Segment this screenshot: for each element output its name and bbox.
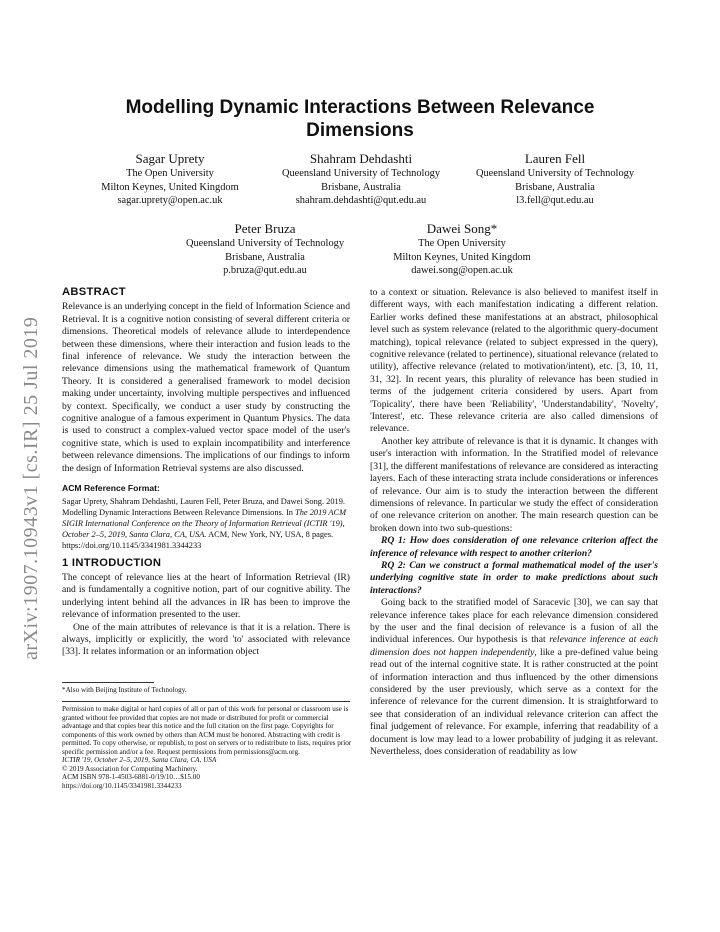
author-email[interactable]: sagar.uprety@open.ac.uk	[117, 195, 223, 206]
acm-reference-venue: The 2019 ACM SIGIR International Conference on the Theory of Information Retrieval (ICTIR '19), October 2–5, 2019, Santa Clara, CA, USA.	[62, 507, 347, 539]
author-affiliation: The Open University	[126, 168, 214, 179]
author-affiliation: The Open University	[418, 238, 506, 249]
body-paragraph	[370, 597, 658, 758]
author-affiliation: Queensland University of Technology	[185, 238, 345, 249]
permission-notice	[62, 705, 352, 790]
abstract-heading: ABSTRACT	[62, 286, 126, 298]
acm-reference-tail: ACM, New York, NY, USA, 8 pages. https://doi.org/10.1145/3341981.3344233	[62, 529, 334, 550]
research-question-2	[370, 560, 658, 597]
hypothesis-lead: Going back to the stratified model of Saracevic [30], we can say that relevance inference takes place for each relevance dimension considered by the user and the final decision of relevance is a fusion of all the individual inferences. Our hypothesis is that	[370, 597, 658, 646]
doi-link[interactable]: https://doi.org/10.1145/3341981.3344233	[62, 781, 182, 790]
hypothesis-tail: , like a pre-defined value being read out of the internal cognitive state. It is rather constructed at the point of information interaction and thus influenced by the other dimensions considered by the user previously, which serve as a context for the inference of relevance for the current dimension. It is straightforward to see that consideration of an individual relevance criterion can affect the final judgement of relevance. For example, inferring that readability of a document is low may lead to a lower probability of judging it as relevant. Nevertheless, does consideration of readability as low	[370, 646, 658, 758]
author-block	[172, 220, 358, 278]
author-name: Lauren Fell	[524, 151, 586, 166]
author-location: Brisbane, Australia	[515, 181, 595, 193]
permission-text: Permission to make digital or hard copies of all or part of this work for personal or classroom use is granted without fee provided that copies are not made or distributed for profit or commercial advantage and that copies bear this notice and the full citation on the first page. Copyrights for components of this work owned by others than ACM must be honored. Abstracting with credit is permitted. To copy otherwise, or republish, to post on servers or to redistribute to lists, requires prior specific permission and/or a fee. Request permissions from permissions@acm.org.	[62, 705, 352, 756]
author-email[interactable]: dawei.song@open.ac.uk	[411, 265, 513, 276]
copyright-line: © 2019 Association for Computing Machinery.	[62, 764, 198, 773]
rq2-label: RQ 2:	[381, 559, 406, 571]
author-location: Milton Keynes, United Kingdom	[101, 181, 239, 193]
author-block	[462, 150, 648, 208]
author-block	[268, 150, 454, 208]
paper-title	[60, 96, 660, 142]
author-location: Brisbane, Australia	[225, 251, 305, 263]
title-line-1: Modelling Dynamic Interactions Between Relevance	[125, 97, 595, 118]
author-email[interactable]: p.bruza@qut.edu.au	[223, 265, 307, 276]
rq1-text: How does consideration of one relevance criterion affect the inference of relevance with respect to another criterion?	[370, 535, 658, 559]
author-name: Sagar Uprety	[135, 151, 205, 166]
author-name: Dawei Song*	[426, 221, 498, 236]
acm-reference-text	[62, 496, 350, 551]
abstract-text: Relevance is an underlying concept in the field of Information Science and Retrieval. It is a cognitive notion consisting of several different criteria or dimensions. Theoretical models of relevance allude to interdependence between these dimensions, where their interaction and fusion leads to the final inference of relevance. We study the interaction between the relevance dimensions using the mathematical framework of Quantum Theory. It is considered a generalised framework to model decision making under uncertainty, involving multiple perspectives and influenced by context. Specifically, we conduct a user study by constructing the cognitive analogue of a famous experiment in Quantum Physics. The data is used to construct a complex-valued vector space model of the user's cognitive state, which is used to explain incompatibility and interference between relevance dimensions. The implications of our findings to inform the design of Information Retrieval systems are also discussed.	[62, 301, 350, 474]
right-column	[370, 287, 658, 758]
author-affiliation: Queensland University of Technology	[281, 168, 441, 179]
acm-reference-heading: ACM Reference Format:	[62, 483, 160, 494]
rq1-label: RQ 1:	[381, 535, 407, 547]
body-paragraph: to a context or situation. Relevance is also believed to manifest itself in different ways, with each manifestation indicating a different relation. Earlier works defined these manifestations at an abstract, philosophical level such as system relevance (related to the algorithmic query-document matching), topical relevance (related to subject expressed in the query), cognitive relevance (related to pertinence), situational relevance (related to utility), affective relevance (related to motivation/intent), etc. [3, 10, 11, 31, 32]. In recent years, this plurality of relevance has been studied in terms of the judgement criteria considered by users. Apart from 'Topicality', there have been 'Reliability', 'Understandability', 'Novelty', 'Interest', etc. These relevance criteria are also called dimensions of relevance.	[370, 287, 658, 435]
author-footnote: *Also with Beijing Institute of Technology.	[62, 686, 187, 694]
author-block	[80, 150, 260, 208]
author-name: Peter Bruza	[234, 221, 296, 236]
author-block	[372, 220, 552, 278]
permission-divider	[62, 701, 350, 702]
intro-paragraph: The concept of relevance lies at the heart of Information Retrieval (IR) and is fundamentally a cognitive notion, part of our cognitive ability. The underlying intent behind all the advances in IR has been to improve the relevance of information presented to the user.	[62, 571, 350, 621]
left-column	[62, 286, 350, 659]
author-email[interactable]: l3.fell@qut.edu.au	[516, 195, 594, 206]
introduction-heading: 1 INTRODUCTION	[62, 556, 162, 569]
title-line-2: Dimensions	[306, 120, 414, 141]
author-name: Shahram Dehdashti	[309, 151, 413, 166]
conference-line: ICTIR '19, October 2–5, 2019, Santa Clara, CA, USA	[62, 756, 217, 765]
acm-reference-authors: Sagar Uprety, Shahram Dehdashti, Lauren Fell, Peter Bruza, and Dawei Song. 2019. Modelling Dynamic Interactions Between Relevance Dimensions. In	[62, 496, 345, 517]
author-location: Brisbane, Australia	[321, 181, 401, 193]
author-affiliation: Queensland University of Technology	[475, 168, 635, 179]
rq2-text: Can we construct a formal mathematical model of the user's underlying cognitive state in order to make predictions about such interactions?	[370, 559, 659, 596]
hypothesis-emphasis: relevance inference at each dimension does not happen independently	[370, 634, 658, 658]
isbn-line: ACM ISBN 978-1-4503-6881-0/19/10…$15.00	[62, 773, 200, 782]
arxiv-identifier[interactable]: arXiv:1907.10943v1 [cs.IR] 25 Jul 2019	[20, 316, 42, 660]
footnote-divider	[62, 682, 154, 683]
author-email[interactable]: shahram.dehdashti@qut.edu.au	[295, 195, 427, 206]
intro-paragraph: One of the main attributes of relevance is that it is a relation. There is always, implicitly or explicitly, the word 'to' associated with relevance [33]. It relates information or an information object	[62, 621, 350, 658]
author-location: Milton Keynes, United Kingdom	[393, 251, 531, 263]
body-paragraph: Another key attribute of relevance is that it is dynamic. It changes with user's interaction with information. In the Stratified model of relevance [31], the different manifestations of relevance are considered as interacting layers. Each of these interacting strata include considerations or inferences of relevance. Our aim is to study the interaction between the different dimensions of relevance. In particular we study the effect of consideration of one relevance criterion on another. The main research question can be broken down into two sub-questions:	[370, 435, 658, 534]
research-question-1	[370, 535, 658, 560]
